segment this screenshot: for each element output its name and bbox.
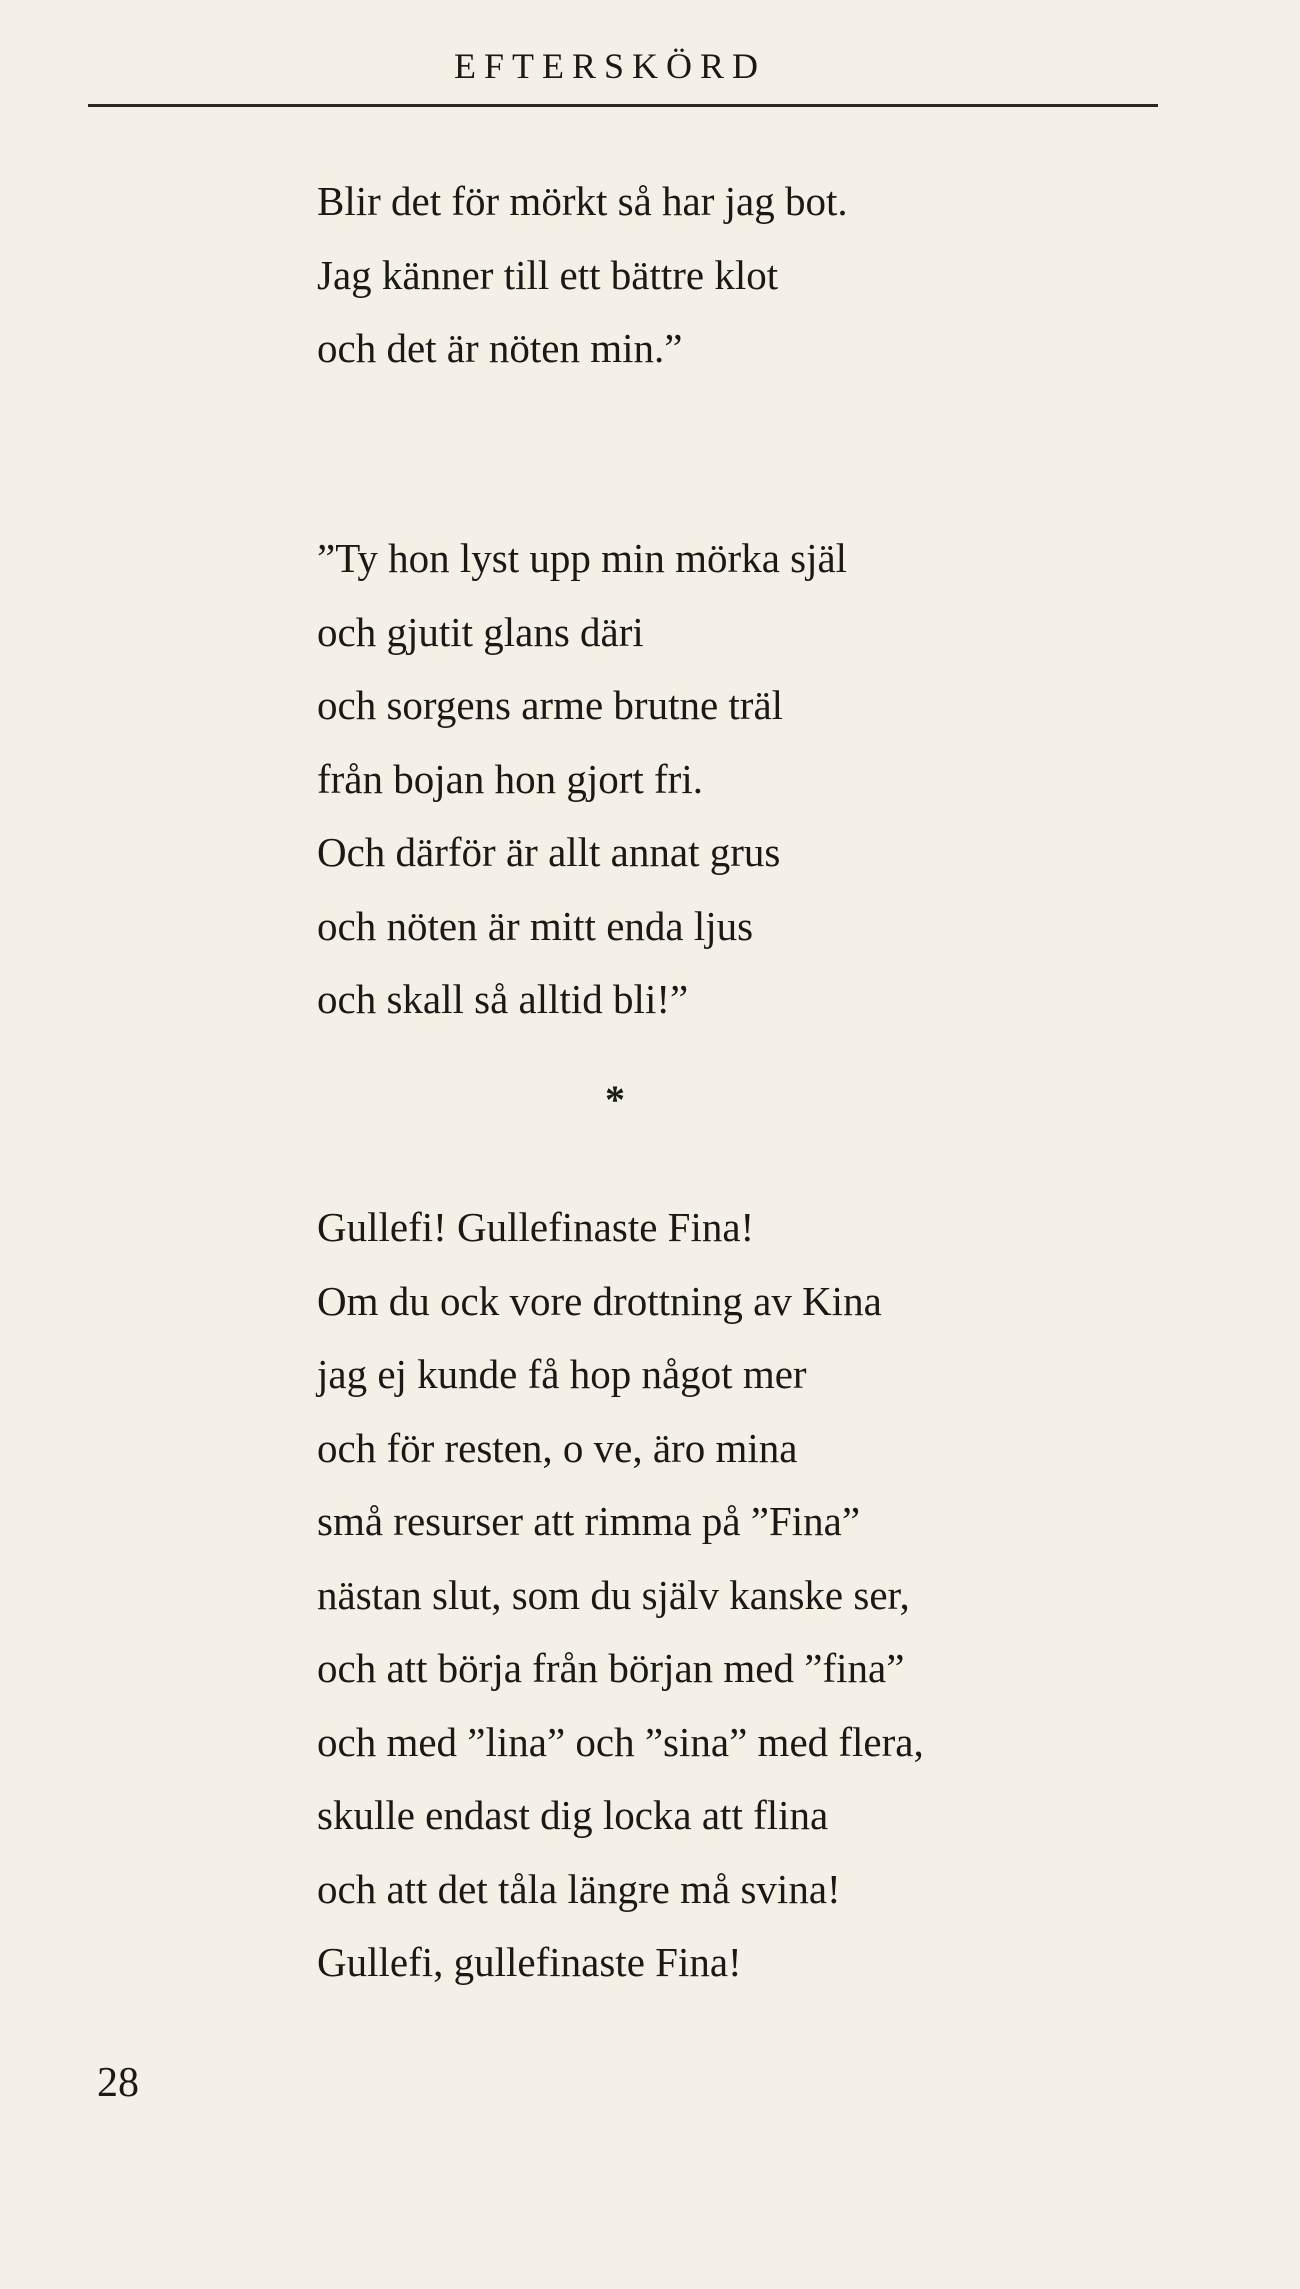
poem-line: och gjutit glans däri bbox=[317, 608, 644, 655]
poem-line: Om du ock vore drottning av Kina bbox=[317, 1277, 882, 1324]
poem-line: och nöten är mitt enda ljus bbox=[317, 902, 754, 949]
poem-line: och att börja från början med ”fina” bbox=[317, 1645, 905, 1691]
poem-line: Jag känner till ett bättre klot bbox=[317, 251, 779, 298]
poem-line: och sorgens arme brutne träl bbox=[317, 682, 784, 728]
page-number: 28 bbox=[97, 2060, 139, 2106]
running-head: EFTERSKÖRD bbox=[453, 46, 767, 86]
poem-line: Gullefi, gullefinaste Fina! bbox=[317, 1939, 742, 1985]
poem-line: Och därför är allt annat grus bbox=[317, 829, 781, 875]
poem-line: Gullefi! Gullefinaste Fina! bbox=[317, 1204, 755, 1250]
poem-line: från bojan hon gjort fri. bbox=[317, 755, 703, 802]
poem-line: ”Ty hon lyst upp min mörka själ bbox=[317, 535, 848, 581]
poem-line: och det är nöten min.” bbox=[317, 325, 683, 371]
stanza bbox=[317, 522, 847, 1037]
poem-line: Blir det för mörkt så har jag bot. bbox=[317, 178, 848, 224]
stanza bbox=[317, 1191, 924, 2000]
poem-line: skulle endast dig locka att flina bbox=[317, 1792, 829, 1838]
poem-line: och med ”lina” och ”sina” med flera, bbox=[317, 1718, 924, 1765]
poem-line: och skall så alltid bli!” bbox=[317, 976, 689, 1022]
poem-line: nästan slut, som du själv kanske ser, bbox=[317, 1571, 910, 1618]
poem-line: och att det tåla längre må svina! bbox=[317, 1865, 841, 1912]
header-rule bbox=[88, 104, 1158, 107]
poem-line: och för resten, o ve, äro mina bbox=[317, 1424, 798, 1471]
section-separator: * bbox=[605, 1077, 625, 1122]
poem-line: små resurser att rimma på ”Fina” bbox=[317, 1498, 861, 1544]
stanza bbox=[317, 165, 848, 386]
poem-line: jag ej kunde få hop något mer bbox=[317, 1351, 807, 1397]
